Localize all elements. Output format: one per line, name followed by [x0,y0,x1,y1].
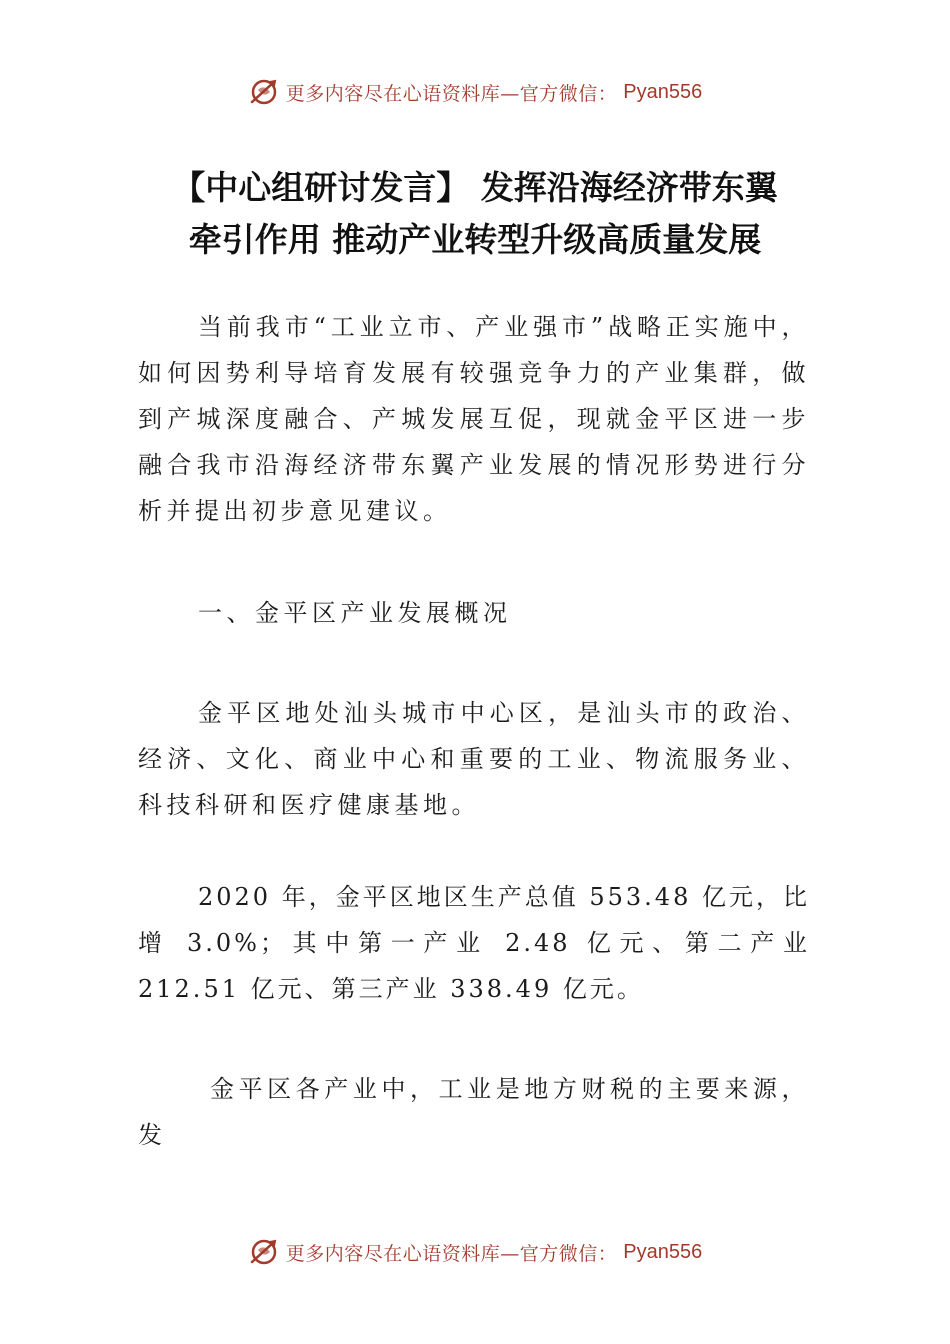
paragraph-overview: 金平区地处汕头城市中心区，是汕头市的政治、经济、文化、商业中心和重要的工业、物流服务业、科技科研和医疗健康基地。 [138,699,810,819]
title-line-2: 牵引作用 推动产业转型升级高质量发展 [188,220,762,259]
watermark-text: 更多内容尽在心语资料库—官方微信： [285,82,618,105]
paragraph-intro: 当前我市“工业立市、产业强市”战略正实施中，如何因势利导培育发展有较强竞争力的产业集群，做到产城深度融合、产城发展互促，现就金平区进一步融合我市沿海经济带东翼产业发展的情况形势进行分析并提出初步意见建议。 [138,313,810,525]
section-heading: 一、金平区产业发展概况 [198,599,512,627]
title-line-1: 【中心组研讨发言】 发挥沿海经济带东翼 [172,168,778,207]
watermark-wechat-id: Pyan556 [623,80,703,103]
brand-logo-icon [248,1236,280,1268]
watermark-wechat-id: Pyan556 [623,1240,703,1263]
watermark-text: 更多内容尽在心语资料库—官方微信： [285,1242,618,1265]
brand-logo-icon [248,76,280,108]
paragraph-industry: 金平区各产业中，工业是地方财税的主要来源，发 [138,1075,810,1149]
watermark-footer [0,1232,950,1272]
paragraph-gdp: 2020 年，金平区地区生产总值 553.48 亿元，比增 3.0%；其中第一产业 2.48 亿元、第二产业 212.51 亿元、第三产业 338.49 亿元。 [138,883,810,1003]
document-body [138,304,810,1158]
watermark-header [0,72,950,112]
document-title [120,162,830,266]
